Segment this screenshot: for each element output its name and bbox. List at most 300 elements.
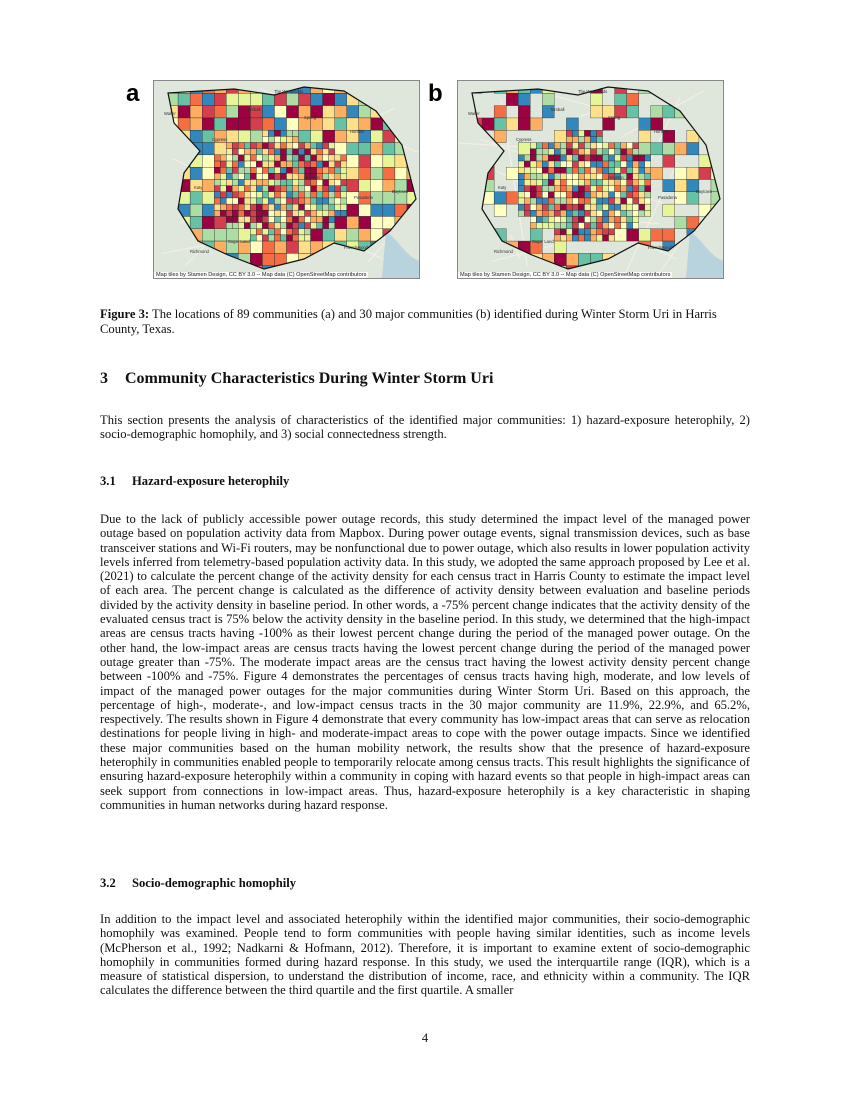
- census-tract: [554, 210, 560, 216]
- census-tract: [341, 186, 347, 192]
- census-tract: [323, 155, 329, 161]
- census-tract: [262, 241, 274, 253]
- census-tract: [554, 161, 560, 167]
- census-tract: [603, 210, 609, 216]
- census-tract: [621, 198, 627, 204]
- census-tract: [305, 161, 311, 167]
- census-tract: [530, 223, 536, 229]
- census-tract: [615, 210, 621, 216]
- census-tract: [554, 241, 566, 253]
- census-tract: [232, 186, 238, 192]
- census-tract: [226, 180, 232, 186]
- census-tract: [323, 149, 329, 155]
- census-tract: [572, 210, 578, 216]
- subsection-number: 3.2: [100, 876, 116, 890]
- census-tract: [627, 149, 633, 155]
- census-tract: [262, 216, 268, 222]
- census-tract: [274, 136, 280, 142]
- census-tract: [621, 155, 627, 161]
- census-tract: [341, 204, 347, 210]
- census-tract: [578, 155, 584, 161]
- census-tract: [214, 180, 220, 186]
- census-tract: [591, 241, 603, 253]
- census-tract: [274, 223, 280, 229]
- map-panel-b: [457, 80, 724, 279]
- census-tract: [238, 180, 244, 186]
- census-tract: [615, 149, 621, 155]
- place-label: Katy: [194, 185, 203, 190]
- census-tract: [572, 216, 578, 222]
- census-tract: [323, 186, 329, 192]
- census-tract: [190, 118, 202, 130]
- census-tract: [262, 161, 268, 167]
- census-tract: [603, 229, 609, 235]
- census-tract: [633, 186, 639, 192]
- census-tract: [232, 223, 238, 229]
- census-tract: [603, 130, 615, 142]
- census-tract: [287, 130, 293, 136]
- census-tract: [214, 210, 220, 216]
- census-tract: [293, 130, 299, 136]
- census-tract: [214, 204, 220, 210]
- census-tract: [506, 229, 518, 241]
- census-tract: [202, 106, 214, 118]
- census-tract: [536, 192, 542, 198]
- census-tract: [627, 143, 633, 149]
- census-tract: [578, 149, 584, 155]
- census-tract: [597, 198, 603, 204]
- census-tract: [518, 229, 530, 241]
- census-tract: [518, 155, 524, 161]
- census-tract: [359, 106, 371, 118]
- census-tract: [494, 204, 506, 216]
- census-tract: [548, 173, 554, 179]
- census-tract: [311, 223, 317, 229]
- census-tract: [584, 210, 590, 216]
- census-tract: [250, 173, 256, 179]
- census-tract: [347, 204, 359, 216]
- census-tract: [323, 143, 329, 149]
- map-attribution: Map tiles by Stamen Design, CC BY 3.0 -- Map data (C) OpenStreetMap contributors: [156, 272, 367, 278]
- census-tract: [250, 241, 262, 253]
- census-tract: [359, 155, 371, 167]
- place-label: Sugar Land: [228, 239, 250, 244]
- census-tract: [238, 173, 244, 179]
- census-tract: [518, 106, 530, 118]
- census-tract: [627, 229, 639, 241]
- census-tract: [226, 161, 232, 167]
- census-tract: [268, 173, 274, 179]
- census-tract: [506, 216, 518, 228]
- place-label: Richmond: [494, 249, 513, 254]
- census-tract: [305, 229, 311, 235]
- census-tract: [651, 229, 663, 241]
- census-tract: [305, 235, 311, 241]
- census-tract: [305, 216, 311, 222]
- census-tract: [584, 173, 590, 179]
- census-tract: [506, 167, 518, 179]
- census-tract: [536, 223, 542, 229]
- census-tract: [645, 161, 651, 167]
- census-tract: [609, 143, 615, 149]
- census-tract: [603, 223, 609, 229]
- census-tract: [572, 143, 578, 149]
- census-tract: [335, 93, 347, 105]
- census-tract: [317, 186, 323, 192]
- census-tract: [609, 204, 615, 210]
- census-tract: [293, 180, 299, 186]
- census-tract: [578, 173, 584, 179]
- census-tract: [317, 204, 323, 210]
- map-panel-a: [153, 80, 420, 279]
- census-tract: [627, 210, 633, 216]
- census-tract: [287, 235, 293, 241]
- census-tract: [238, 223, 244, 229]
- census-tract: [536, 143, 542, 149]
- census-tract: [566, 106, 578, 118]
- census-tract: [232, 167, 238, 173]
- census-tract: [518, 186, 524, 192]
- census-tract: [506, 180, 518, 192]
- census-tract: [323, 192, 329, 198]
- census-tract: [566, 216, 572, 222]
- census-tract: [615, 167, 621, 173]
- census-tract: [584, 149, 590, 155]
- census-tract: [518, 180, 524, 186]
- census-tract: [603, 216, 609, 222]
- census-tract: [262, 173, 268, 179]
- census-tract: [524, 204, 530, 210]
- census-tract: [627, 161, 633, 167]
- census-tract: [299, 198, 305, 204]
- census-tract: [220, 155, 226, 161]
- census-tract: [651, 106, 663, 118]
- census-tract: [542, 143, 548, 149]
- census-tract: [293, 186, 299, 192]
- census-tract: [287, 149, 293, 155]
- census-tract: [317, 149, 323, 155]
- census-tract: [627, 118, 639, 130]
- census-tract: [536, 210, 542, 216]
- census-tract: [578, 216, 584, 222]
- census-tract: [341, 167, 347, 173]
- census-tract: [603, 93, 615, 105]
- census-tract: [371, 155, 383, 167]
- census-tract: [244, 149, 250, 155]
- census-tract: [591, 216, 597, 222]
- census-tract: [329, 216, 335, 222]
- census-tract: [524, 167, 530, 173]
- census-tract: [323, 210, 329, 216]
- census-tract: [280, 229, 286, 235]
- census-tract: [371, 204, 383, 216]
- census-tract: [639, 173, 645, 179]
- census-tract: [178, 106, 190, 118]
- census-tract: [548, 204, 554, 210]
- census-tract: [494, 167, 506, 179]
- census-tract: [317, 223, 323, 229]
- census-tract: [226, 223, 232, 229]
- census-tract: [250, 223, 256, 229]
- subsection-number: 3.1: [100, 474, 116, 488]
- census-tract: [202, 204, 214, 216]
- census-tract: [518, 198, 524, 204]
- census-tract: [220, 198, 226, 204]
- census-tract: [202, 180, 214, 192]
- census-tract: [232, 143, 238, 149]
- place-label: Baytown: [696, 189, 713, 194]
- census-tract: [323, 130, 335, 142]
- census-tract: [542, 192, 548, 198]
- census-tract: [335, 130, 347, 142]
- census-tract: [347, 167, 359, 179]
- subsection-heading-3-2: [100, 876, 296, 891]
- census-tract: [633, 192, 639, 198]
- census-tract: [578, 167, 584, 173]
- census-tract: [311, 155, 317, 161]
- census-tract: [395, 167, 407, 179]
- census-tract: [639, 210, 645, 216]
- census-tract: [268, 161, 274, 167]
- census-tract: [202, 118, 214, 130]
- census-tract: [262, 229, 268, 235]
- census-tract: [359, 204, 371, 216]
- place-label: Spring: [304, 115, 317, 120]
- census-tract: [220, 192, 226, 198]
- census-tract: [299, 93, 311, 105]
- census-tract: [268, 130, 274, 136]
- census-tract: [202, 155, 214, 167]
- census-tract: [609, 229, 615, 235]
- census-tract: [202, 229, 214, 241]
- community-map-30: [458, 81, 723, 278]
- census-tract: [232, 204, 238, 210]
- census-tract: [280, 216, 286, 222]
- census-tract: [238, 93, 250, 105]
- census-tract: [572, 180, 578, 186]
- page-number: 4: [421, 1031, 429, 1045]
- census-tract: [639, 161, 645, 167]
- census-tract: [506, 93, 518, 105]
- census-tract: [542, 204, 548, 210]
- census-tract: [566, 180, 572, 186]
- census-tract: [591, 167, 597, 173]
- census-tract: [621, 186, 627, 192]
- census-tract: [323, 161, 329, 167]
- census-tract: [506, 118, 518, 130]
- census-tract: [250, 149, 256, 155]
- subsection-title: Hazard-exposure heterophily: [132, 474, 290, 488]
- census-tract: [274, 186, 280, 192]
- census-tract: [250, 210, 256, 216]
- census-tract: [371, 130, 383, 142]
- census-tract: [633, 149, 639, 155]
- census-tract: [190, 204, 202, 216]
- census-tract: [603, 161, 609, 167]
- census-tract: [542, 149, 548, 155]
- census-tract: [482, 93, 494, 105]
- place-label: Cypress: [212, 137, 228, 142]
- census-tract: [262, 204, 268, 210]
- census-tract: [293, 235, 299, 241]
- census-tract: [238, 130, 250, 142]
- census-tract: [627, 216, 633, 222]
- census-tract: [383, 143, 395, 155]
- census-tract: [323, 198, 329, 204]
- census-tract: [651, 180, 663, 192]
- census-tract: [566, 210, 572, 216]
- census-tract: [329, 155, 335, 161]
- census-tract: [530, 192, 536, 198]
- census-tract: [627, 204, 633, 210]
- census-tract: [578, 186, 584, 192]
- census-tract: [530, 210, 536, 216]
- census-tract: [226, 173, 232, 179]
- census-tract: [262, 149, 268, 155]
- census-tract: [566, 204, 572, 210]
- census-tract: [627, 198, 633, 204]
- place-label: Katy: [498, 185, 507, 190]
- census-tract: [603, 143, 609, 149]
- census-tract: [633, 173, 639, 179]
- place-label: Richmond: [190, 249, 209, 254]
- census-tract: [317, 210, 323, 216]
- census-tract: [317, 167, 323, 173]
- census-tract: [530, 167, 536, 173]
- census-tract: [299, 241, 311, 253]
- census-tract: [597, 143, 603, 149]
- census-tract: [232, 180, 238, 186]
- census-tract: [621, 216, 627, 222]
- census-tract: [232, 198, 238, 204]
- census-tract: [274, 198, 280, 204]
- census-tract: [578, 118, 590, 130]
- census-tract: [238, 143, 244, 149]
- census-tract: [603, 198, 609, 204]
- census-tract: [639, 229, 651, 241]
- census-tract: [293, 229, 299, 235]
- census-tract: [262, 130, 268, 136]
- census-tract: [663, 167, 675, 179]
- census-tract: [584, 180, 590, 186]
- census-tract: [311, 210, 317, 216]
- census-tract: [256, 216, 262, 222]
- census-tract: [609, 223, 615, 229]
- census-tract: [293, 167, 299, 173]
- census-tract: [214, 143, 226, 155]
- census-tract: [202, 93, 214, 105]
- census-tract: [603, 192, 609, 198]
- census-tract: [482, 106, 494, 118]
- census-tract: [329, 161, 335, 167]
- panel-b-label: b: [428, 80, 443, 107]
- census-tract: [627, 192, 633, 198]
- census-tract: [554, 204, 560, 210]
- census-tract: [560, 198, 566, 204]
- census-tract: [305, 155, 311, 161]
- census-tract: [250, 161, 256, 167]
- census-tract: [597, 149, 603, 155]
- census-tract: [603, 204, 609, 210]
- census-tract: [329, 149, 335, 155]
- census-tract: [262, 192, 268, 198]
- subsection-heading-3-1: [100, 474, 289, 489]
- census-tract: [250, 204, 256, 210]
- census-tract: [560, 149, 566, 155]
- census-tract: [591, 106, 603, 118]
- census-tract: [633, 210, 639, 216]
- census-tract: [293, 216, 299, 222]
- census-tract: [256, 192, 262, 198]
- census-tract: [226, 216, 232, 222]
- section-heading: [100, 370, 493, 388]
- census-tract: [639, 93, 651, 105]
- census-tract: [597, 161, 603, 167]
- census-tract: [202, 192, 214, 204]
- census-tract: [578, 143, 584, 149]
- census-tract: [518, 210, 524, 216]
- census-tract: [280, 155, 286, 161]
- census-tract: [615, 229, 627, 241]
- census-tract: [178, 118, 190, 130]
- census-tract: [244, 186, 250, 192]
- census-tract: [566, 241, 578, 253]
- census-tract: [299, 143, 305, 149]
- census-tract: [597, 229, 603, 235]
- census-tract: [244, 216, 250, 222]
- place-label: The Woodlands: [274, 89, 304, 94]
- census-tract: [232, 216, 238, 222]
- census-tract: [699, 167, 711, 179]
- census-tract: [214, 173, 220, 179]
- census-tract: [633, 180, 639, 186]
- census-tract: [627, 130, 639, 142]
- census-tract: [651, 143, 663, 155]
- census-tract: [645, 198, 651, 204]
- census-tract: [256, 155, 262, 161]
- census-tract: [274, 229, 280, 235]
- census-tract: [572, 192, 578, 198]
- census-tract: [554, 186, 560, 192]
- census-tract: [220, 186, 226, 192]
- census-tract: [584, 223, 590, 229]
- census-tract: [305, 223, 311, 229]
- census-tract: [335, 106, 347, 118]
- census-tract: [274, 167, 280, 173]
- census-tract: [190, 167, 202, 179]
- census-tract: [584, 229, 590, 235]
- census-tract: [591, 229, 597, 235]
- census-tract: [190, 216, 202, 228]
- census-tract: [280, 198, 286, 204]
- census-tract: [299, 167, 305, 173]
- census-tract: [329, 167, 335, 173]
- census-tract: [542, 186, 548, 192]
- census-tract: [311, 167, 317, 173]
- census-tract: [627, 173, 633, 179]
- census-tract: [506, 155, 518, 167]
- census-tract: [341, 180, 347, 186]
- census-tract: [262, 143, 268, 149]
- census-tract: [494, 106, 506, 118]
- census-tract: [274, 161, 280, 167]
- census-tract: [560, 216, 566, 222]
- census-tract: [603, 167, 609, 173]
- census-tract: [262, 235, 268, 241]
- census-tract: [554, 180, 560, 186]
- census-tract: [238, 167, 244, 173]
- census-tract: [603, 235, 609, 241]
